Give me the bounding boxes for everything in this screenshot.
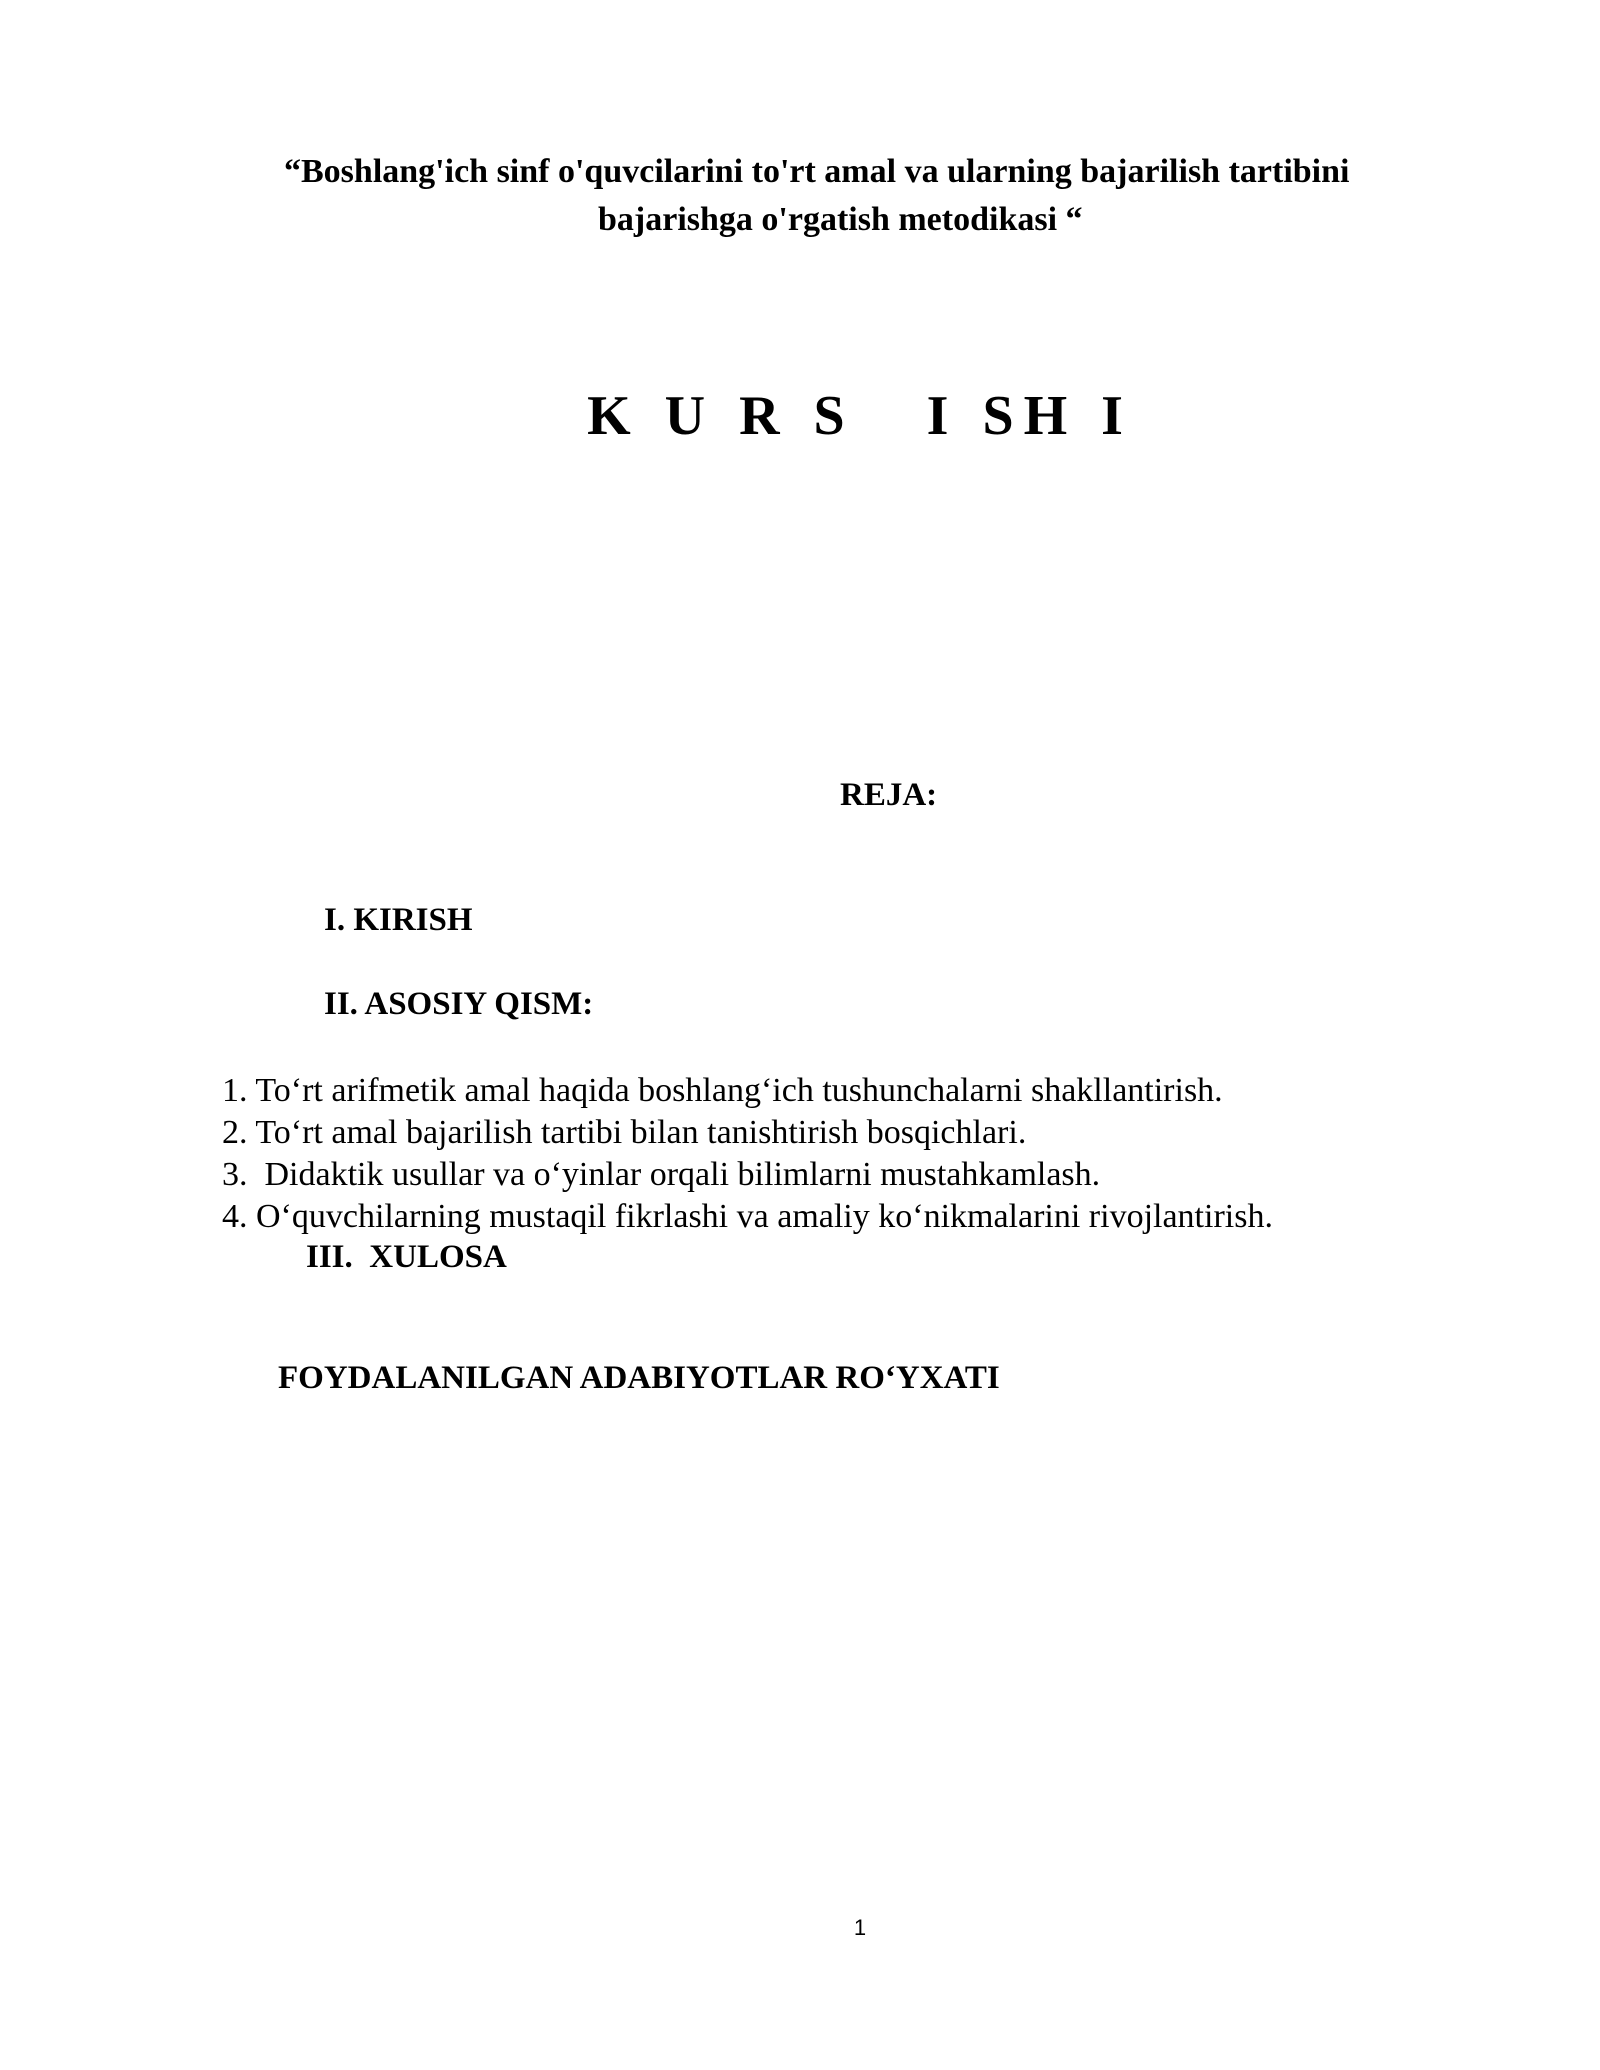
document-type-heading: K U R S I SH I	[587, 385, 1133, 447]
section-main-part: II. ASOSIY QISM:	[324, 986, 594, 1022]
plan-list-item: 2. To‘rt amal bajarilish tartibi bilan tanishtirish bosqichlari.	[222, 1114, 1027, 1151]
plan-list-item: 4. O‘quvchilarning mustaqil fikrlashi va amaliy ko‘nikmalarini rivojlantirish.	[222, 1198, 1273, 1235]
plan-list-item: 1. To‘rt arifmetik amal haqida boshlang‘ich tushunchalarni shakllantirish.	[222, 1072, 1223, 1109]
topic-title-line-1: “Boshlang'ich sinf o'quvcilarini to'rt amal va ularning bajarilish tartibini	[284, 153, 1350, 190]
topic-title-line-2: bajarishga o'rgatish metodikasi “	[598, 201, 1083, 238]
plan-list-item: 3. Didaktik usullar va o‘yinlar orqali bilimlarni mustahkamlash.	[222, 1156, 1101, 1193]
page-number: 1	[853, 1915, 867, 1940]
plan-heading: REJA:	[840, 777, 938, 813]
section-conclusion: III. XULOSA	[306, 1239, 507, 1275]
section-references: FOYDALANILGAN ADABIYOTLAR RO‘YXATI	[278, 1360, 1000, 1396]
section-introduction: I. KIRISH	[324, 902, 473, 938]
